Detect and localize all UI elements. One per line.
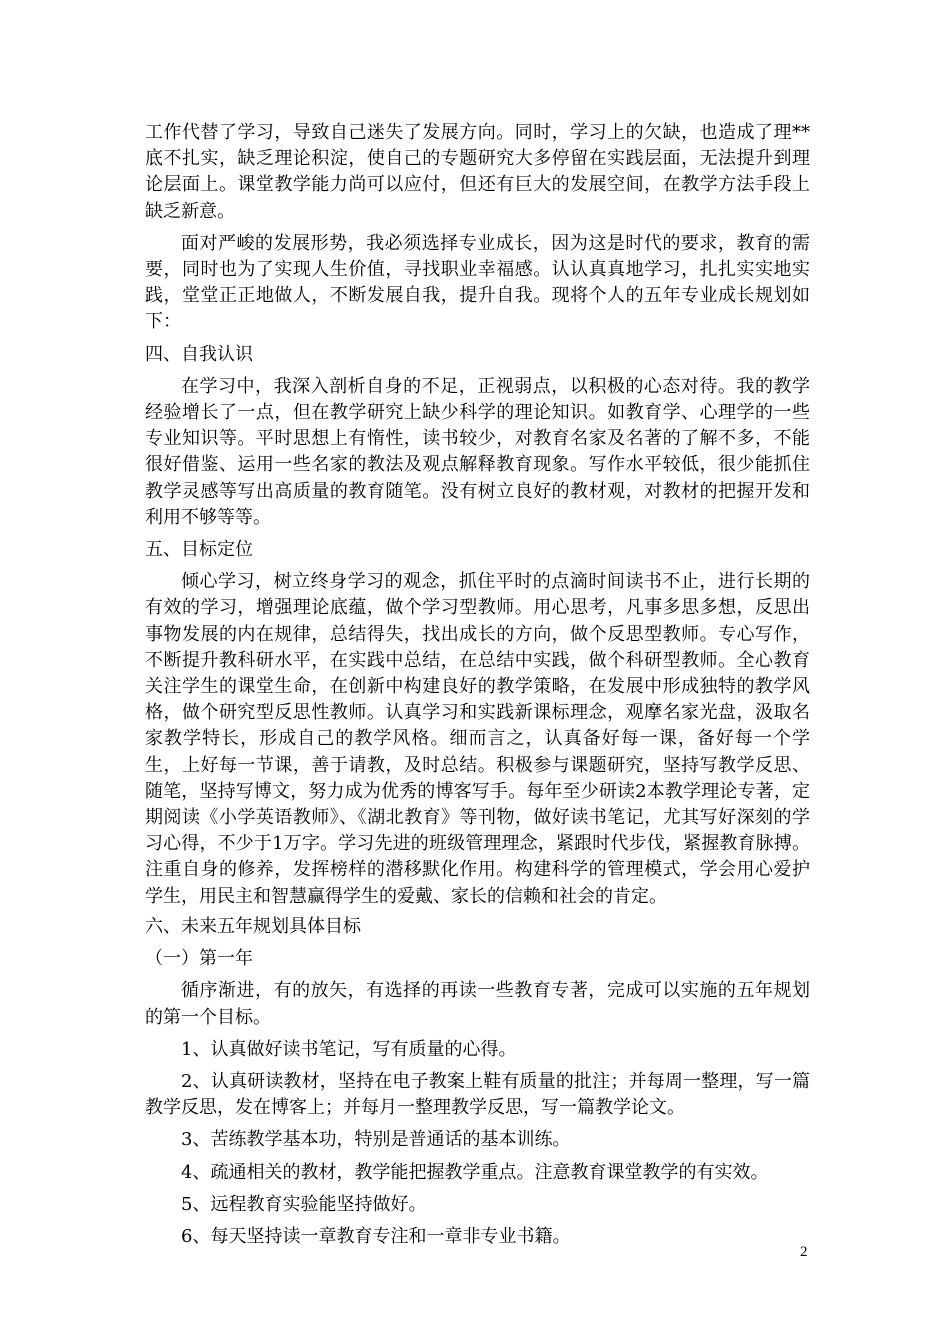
subsection-heading-first-year: （一）第一年 [145,948,253,970]
list-item: 4、疏通相关的教材，教学能把握教学重点。注意教育课堂教学的有实效。 [181,1161,769,1183]
intro-paragraph-1: 工作代替了学习，导致自己迷失了发展方向。同时，学习上的欠缺，也造成了理**底不扎实，缺乏理论积淀，使自己的专题研究大多停留在实践层面，无法提升到理论层面上。课堂教学能力尚可以应付，但还有巨大的发展空间，在教学方法手段上缺乏新意。 [145,122,810,222]
section-heading-five-year-goals: 六、未来五年规划具体目标 [145,915,361,937]
goal-positioning-paragraph: 倾心学习，树立终身学习的观念，抓住平时的点滴时间读书不止，进行长期的有效的学习，增强理论底蕴，做个学习型教师。用心思考，凡事多思多想，反思出事物发展的内在规律，总结得失，找出成长的方向，做个反思型教师。专心写作，不断提升教科研水平，在实践中总结，在总结中实践，做个科研型教师。全心教育关注学生的课堂生命，在创新中构建良好的教学策略，在发展中形成独特的教学风格，做个研究型反思性教师。认真学习和实践新课标理念，观摩名家光盘，汲取名家教学特长，形成自己的教学风格。细而言之，认真备好每一课，备好每一个学生，上好每一节课，善于请教，及时总结。积极参与课题研究，坚持写教学反思、随笔，坚持写博文，努力成为优秀的博客写手。每年至少研读2本教学理论专著，定期阅读《小学英语教师》、《湖北教育》等刊物，做好读书笔记，尤其写好深刻的学习心得，不少于1万字。学习先进的班级管理理念，紧跟时代步伐，紧握教育脉搏。注重自身的修养，发挥榜样的潜移默化作用。构建科学的管理模式，学会用心爱护学生，用民主和智慧赢得学生的爱戴、家长的信赖和社会的肯定。 [145,571,810,907]
list-item: 3、苦练教学基本功，特别是普通话的基本训练。 [181,1129,571,1151]
list-item: 2、认真研读教材，坚持在电子教案上鞋有质量的批注；并每周一整理，写一篇教学反思，发在博客上；并每月一整理教学反思，写一篇教学论文。 [145,1070,810,1119]
section-heading-self-awareness: 四、自我认识 [145,343,253,365]
list-item: 6、每天坚持读一章教育专注和一章非专业书籍。 [181,1225,571,1247]
intro-paragraph-2: 面对严峻的发展形势，我必须选择专业成长，因为这是时代的要求，教育的需要，同时也为了实现人生价值，寻找职业幸福感。认认真真地学习，扎扎实实地实践，堂堂正正地做人，不断发展自我，提升自我。现将个人的五年专业成长规划如下： [145,232,810,333]
first-year-paragraph: 循序渐进，有的放矢，有选择的再读一些教育专著，完成可以实施的五年规划的第一个目标。 [145,980,810,1028]
list-item: 5、远程教育实验能坚持做好。 [181,1193,427,1215]
section-heading-goal-positioning: 五、目标定位 [145,539,253,561]
self-awareness-paragraph: 在学习中，我深入剖析自身的不足，正视弱点，以积极的心态对待。我的教学经验增长了一点，但在教学研究上缺少科学的理论知识。如教育学、心理学的一些专业知识等。平时思想上有惰性，读书较少，对教育名家及名著的了解不多，不能很好借鉴、运用一些名家的教法及观点解释教育现象。写作水平较低，很少能抓住教学灵感等写出高质量的教育随笔。没有树立良好的教材观，对教材的把握开发和利用不够等等。 [145,375,810,528]
document-body [145,120,810,1250]
list-item: 1、认真做好读书笔记，写有质量的心得。 [181,1038,517,1060]
page-number: 2 [800,1244,808,1260]
